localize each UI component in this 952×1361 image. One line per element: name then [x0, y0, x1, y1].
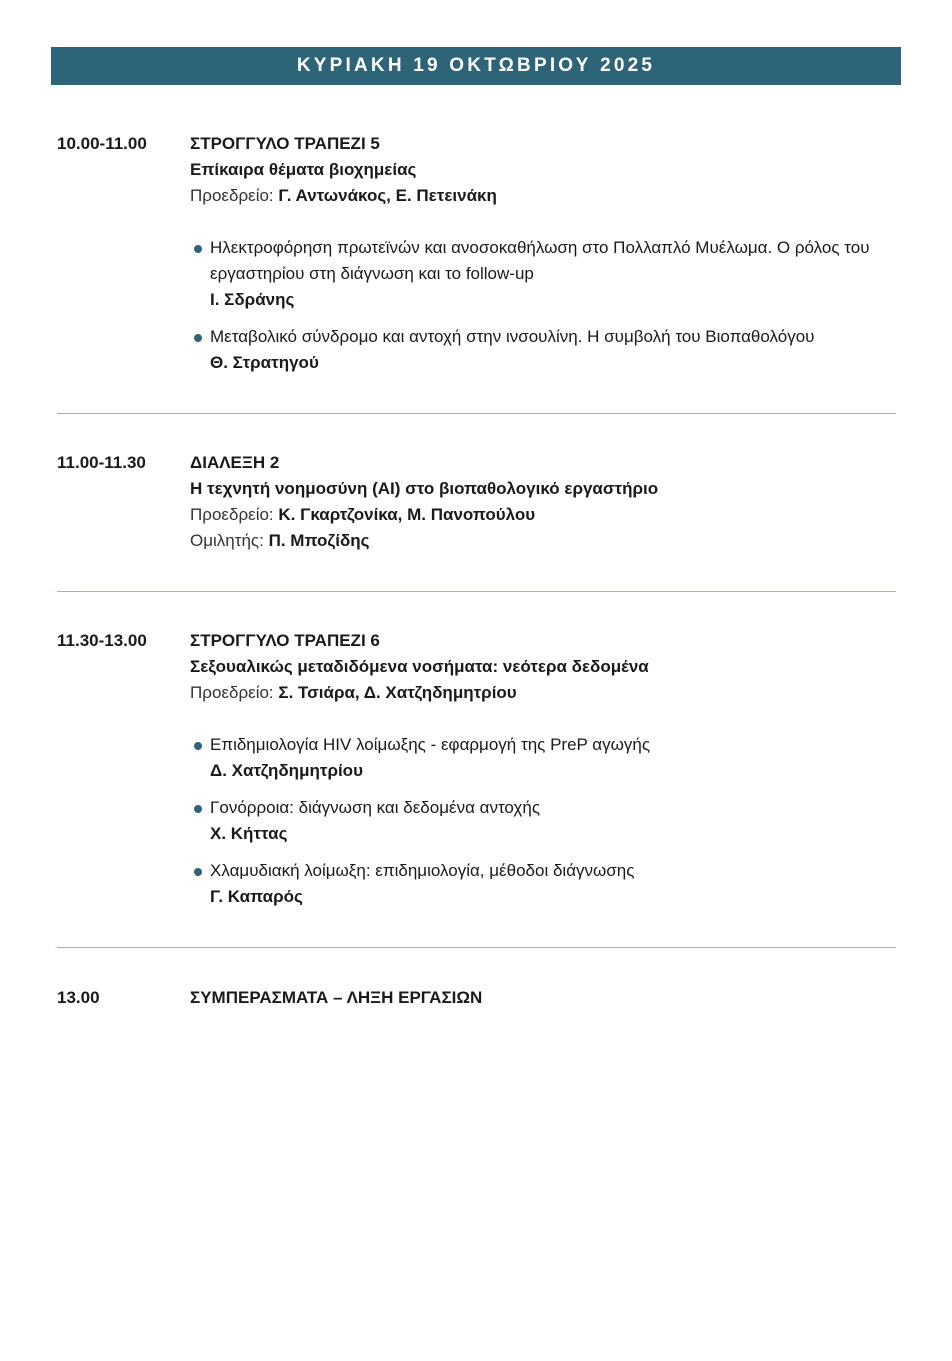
- speaker-label: Ομιλητής:: [190, 531, 264, 550]
- talk-speaker: Χ. Κήττας: [210, 824, 288, 843]
- session-topic: Σεξουαλικώς μεταδιδόμενα νοσήματα: νεότερα δεδομένα: [190, 657, 649, 676]
- talk-title: Ηλεκτροφόρηση πρωτεϊνών και ανοσοκαθήλωση στο Πολλαπλό Μυέλωμα. Ο ρόλος του εργαστηρίου στη διάγνωση και το follow-up: [210, 238, 870, 283]
- page-header-bar: [51, 47, 901, 85]
- chairs-names: Κ. Γκαρτζονίκα, Μ. Πανοπούλου: [278, 505, 536, 524]
- talk-title: Γονόρροια: διάγνωση και δεδομένα αντοχής: [210, 798, 541, 817]
- chairs-line: [190, 680, 890, 706]
- session-time: 11.00-11.30: [57, 453, 146, 472]
- session-topic: Επίκαιρα θέματα βιοχημείας: [190, 160, 417, 179]
- talk-list: [190, 235, 890, 376]
- list-item: [190, 235, 890, 313]
- chairs-label: Προεδρείο:: [190, 186, 274, 205]
- section-divider: [57, 947, 896, 948]
- talk-title: Μεταβολικό σύνδρομο και αντοχή στην ινσουλίνη. Η συμβολή του Βιοπαθολόγου: [210, 327, 815, 346]
- list-item: [190, 324, 890, 376]
- bullet-icon: [194, 334, 202, 342]
- talk-title: Επιδημιολογία HIV λοίμωξης - εφαρμογή της PreP αγωγής: [210, 735, 651, 754]
- session-type: ΔΙΑΛΕΞΗ 2: [190, 453, 280, 472]
- chairs-line: [190, 183, 890, 209]
- bullet-icon: [194, 805, 202, 813]
- talk-speaker: Ι. Σδράνης: [210, 290, 295, 309]
- session-time: 11.30-13.00: [57, 631, 147, 650]
- chairs-label: Προεδρείο:: [190, 505, 274, 524]
- list-item: [190, 732, 890, 784]
- chairs-label: Προεδρείο:: [190, 683, 274, 702]
- chairs-names: Γ. Αντωνάκος, Ε. Πετεινάκη: [278, 186, 497, 205]
- session-time: 13.00: [57, 988, 100, 1007]
- list-item: [190, 795, 890, 847]
- bullet-icon: [194, 868, 202, 876]
- page-title: ΚΥΡΙΑΚΗ 19 ΟΚΤΩΒΡΙΟΥ 2025: [296, 55, 656, 76]
- section-divider: [57, 413, 896, 414]
- talk-speaker: Θ. Στρατηγού: [210, 353, 319, 372]
- talk-speaker: Δ. Χατζηδημητρίου: [210, 761, 363, 780]
- session-content: [190, 450, 890, 554]
- session-time: 10.00-11.00: [57, 134, 147, 153]
- section-divider: [57, 591, 896, 592]
- chairs-line: [190, 502, 890, 528]
- chairs-names: Σ. Τσιάρα, Δ. Χατζηδημητρίου: [278, 683, 517, 702]
- session-content: [190, 628, 890, 921]
- bullet-icon: [194, 245, 202, 253]
- session-content: [190, 985, 890, 1011]
- session-topic: Η τεχνητή νοημοσύνη (AI) στο βιοπαθολογικό εργαστήριο: [190, 479, 659, 498]
- session-type: ΣΥΜΠΕΡΑΣΜΑΤΑ – ΛΗΞΗ ΕΡΓΑΣΙΩΝ: [190, 988, 483, 1007]
- list-item: [190, 858, 890, 910]
- speaker-name: Π. Μποζίδης: [268, 531, 370, 550]
- session-type: ΣΤΡΟΓΓΥΛΟ ΤΡΑΠΕΖΙ 6: [190, 631, 380, 650]
- bullet-icon: [194, 742, 202, 750]
- session-content: [190, 131, 890, 387]
- session-type: ΣΤΡΟΓΓΥΛΟ ΤΡΑΠΕΖΙ 5: [190, 134, 380, 153]
- talk-list: [190, 732, 890, 910]
- talk-speaker: Γ. Καπαρός: [210, 887, 303, 906]
- talk-title: Χλαμυδιακή λοίμωξη: επιδημιολογία, μέθοδοι διάγνωσης: [210, 861, 635, 880]
- speaker-line: [190, 528, 890, 554]
